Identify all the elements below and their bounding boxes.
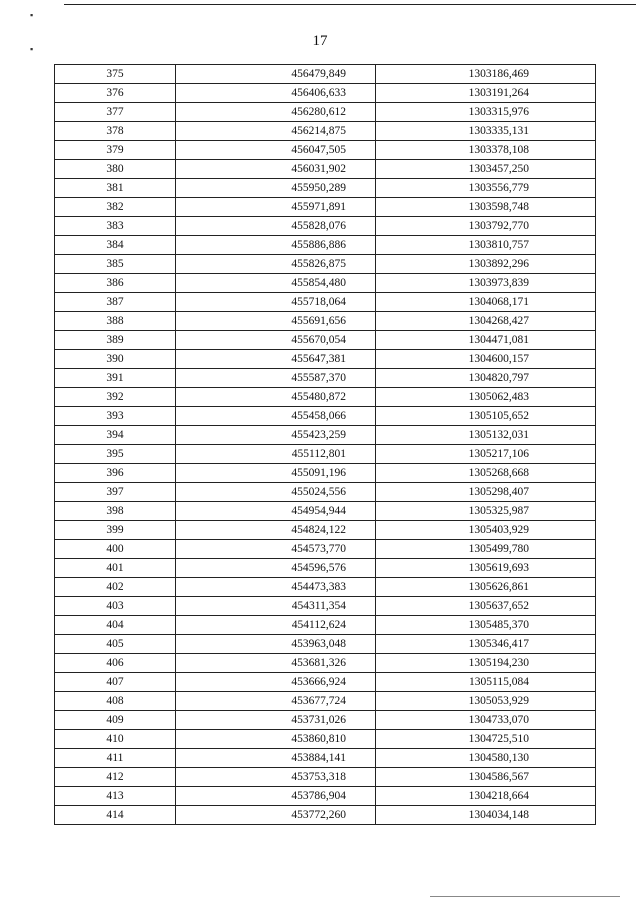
y-coordinate-cell: 1305132,031 xyxy=(376,426,596,445)
x-coordinate-cell: 455091,196 xyxy=(176,464,376,483)
coordinates-table xyxy=(54,64,596,825)
table-row xyxy=(55,806,596,825)
x-coordinate-cell: 455670,054 xyxy=(176,331,376,350)
point-number-cell: 410 xyxy=(55,730,176,749)
point-number-cell: 396 xyxy=(55,464,176,483)
y-coordinate-cell: 1303810,757 xyxy=(376,236,596,255)
point-number-cell: 399 xyxy=(55,521,176,540)
y-coordinate-cell: 1305053,929 xyxy=(376,692,596,711)
y-coordinate-cell: 1305485,370 xyxy=(376,616,596,635)
table-row xyxy=(55,179,596,198)
x-coordinate-cell: 455826,875 xyxy=(176,255,376,274)
x-coordinate-cell: 455886,886 xyxy=(176,236,376,255)
point-number-cell: 376 xyxy=(55,84,176,103)
table-row xyxy=(55,198,596,217)
y-coordinate-cell: 1303315,976 xyxy=(376,103,596,122)
point-number-cell: 408 xyxy=(55,692,176,711)
y-coordinate-cell: 1305298,407 xyxy=(376,483,596,502)
x-coordinate-cell: 455718,064 xyxy=(176,293,376,312)
table-row xyxy=(55,236,596,255)
point-number-cell: 413 xyxy=(55,787,176,806)
x-coordinate-cell: 453753,318 xyxy=(176,768,376,787)
point-number-cell: 390 xyxy=(55,350,176,369)
point-number-cell: 384 xyxy=(55,236,176,255)
table-row xyxy=(55,388,596,407)
point-number-cell: 389 xyxy=(55,331,176,350)
point-number-cell: 386 xyxy=(55,274,176,293)
point-number-cell: 402 xyxy=(55,578,176,597)
x-coordinate-cell: 454573,770 xyxy=(176,540,376,559)
y-coordinate-cell: 1305062,483 xyxy=(376,388,596,407)
y-coordinate-cell: 1305325,987 xyxy=(376,502,596,521)
table-row xyxy=(55,255,596,274)
point-number-cell: 385 xyxy=(55,255,176,274)
y-coordinate-cell: 1303191,264 xyxy=(376,84,596,103)
point-number-cell: 393 xyxy=(55,407,176,426)
point-number-cell: 407 xyxy=(55,673,176,692)
table-row xyxy=(55,160,596,179)
scan-mark: ▪ xyxy=(30,10,34,20)
point-number-cell: 380 xyxy=(55,160,176,179)
x-coordinate-cell: 453666,924 xyxy=(176,673,376,692)
x-coordinate-cell: 455458,066 xyxy=(176,407,376,426)
y-coordinate-cell: 1303792,770 xyxy=(376,217,596,236)
y-coordinate-cell: 1303556,779 xyxy=(376,179,596,198)
point-number-cell: 375 xyxy=(55,65,176,84)
table-row xyxy=(55,274,596,293)
point-number-cell: 377 xyxy=(55,103,176,122)
table-row xyxy=(55,483,596,502)
x-coordinate-cell: 453681,326 xyxy=(176,654,376,673)
x-coordinate-cell: 453772,260 xyxy=(176,806,376,825)
table-row xyxy=(55,445,596,464)
y-coordinate-cell: 1304600,157 xyxy=(376,350,596,369)
x-coordinate-cell: 455423,259 xyxy=(176,426,376,445)
y-coordinate-cell: 1305105,652 xyxy=(376,407,596,426)
y-coordinate-cell: 1305194,230 xyxy=(376,654,596,673)
y-coordinate-cell: 1304725,510 xyxy=(376,730,596,749)
table-row xyxy=(55,350,596,369)
y-coordinate-cell: 1305499,780 xyxy=(376,540,596,559)
x-coordinate-cell: 454473,383 xyxy=(176,578,376,597)
y-coordinate-cell: 1304471,081 xyxy=(376,331,596,350)
y-coordinate-cell: 1303335,131 xyxy=(376,122,596,141)
top-rule xyxy=(64,4,636,5)
x-coordinate-cell: 455950,289 xyxy=(176,179,376,198)
point-number-cell: 411 xyxy=(55,749,176,768)
y-coordinate-cell: 1305403,929 xyxy=(376,521,596,540)
table-row xyxy=(55,578,596,597)
x-coordinate-cell: 455691,656 xyxy=(176,312,376,331)
y-coordinate-cell: 1305346,417 xyxy=(376,635,596,654)
point-number-cell: 414 xyxy=(55,806,176,825)
table-row xyxy=(55,521,596,540)
table-row xyxy=(55,103,596,122)
x-coordinate-cell: 453963,048 xyxy=(176,635,376,654)
point-number-cell: 378 xyxy=(55,122,176,141)
x-coordinate-cell: 455647,381 xyxy=(176,350,376,369)
point-number-cell: 404 xyxy=(55,616,176,635)
y-coordinate-cell: 1305217,106 xyxy=(376,445,596,464)
coordinates-table-body xyxy=(55,65,596,825)
x-coordinate-cell: 455112,801 xyxy=(176,445,376,464)
point-number-cell: 383 xyxy=(55,217,176,236)
x-coordinate-cell: 454824,122 xyxy=(176,521,376,540)
x-coordinate-cell: 453786,904 xyxy=(176,787,376,806)
x-coordinate-cell: 453860,810 xyxy=(176,730,376,749)
table-row xyxy=(55,787,596,806)
x-coordinate-cell: 453677,724 xyxy=(176,692,376,711)
point-number-cell: 395 xyxy=(55,445,176,464)
table-row xyxy=(55,616,596,635)
x-coordinate-cell: 453884,141 xyxy=(176,749,376,768)
point-number-cell: 381 xyxy=(55,179,176,198)
table-row xyxy=(55,597,596,616)
table-row xyxy=(55,369,596,388)
x-coordinate-cell: 455971,891 xyxy=(176,198,376,217)
x-coordinate-cell: 456214,875 xyxy=(176,122,376,141)
y-coordinate-cell: 1304586,567 xyxy=(376,768,596,787)
point-number-cell: 382 xyxy=(55,198,176,217)
y-coordinate-cell: 1303457,250 xyxy=(376,160,596,179)
bottom-rule xyxy=(430,896,620,897)
x-coordinate-cell: 454112,624 xyxy=(176,616,376,635)
x-coordinate-cell: 456047,505 xyxy=(176,141,376,160)
y-coordinate-cell: 1303598,748 xyxy=(376,198,596,217)
table-row xyxy=(55,692,596,711)
table-row xyxy=(55,540,596,559)
table-row xyxy=(55,711,596,730)
y-coordinate-cell: 1303186,469 xyxy=(376,65,596,84)
table-row xyxy=(55,559,596,578)
table-row xyxy=(55,293,596,312)
point-number-cell: 398 xyxy=(55,502,176,521)
y-coordinate-cell: 1305626,861 xyxy=(376,578,596,597)
table-row xyxy=(55,312,596,331)
table-row xyxy=(55,730,596,749)
x-coordinate-cell: 455480,872 xyxy=(176,388,376,407)
y-coordinate-cell: 1303892,296 xyxy=(376,255,596,274)
y-coordinate-cell: 1303378,108 xyxy=(376,141,596,160)
y-coordinate-cell: 1304733,070 xyxy=(376,711,596,730)
point-number-cell: 388 xyxy=(55,312,176,331)
table-row xyxy=(55,122,596,141)
table-row xyxy=(55,65,596,84)
table-row xyxy=(55,749,596,768)
y-coordinate-cell: 1304580,130 xyxy=(376,749,596,768)
x-coordinate-cell: 456406,633 xyxy=(176,84,376,103)
table-row xyxy=(55,217,596,236)
point-number-cell: 391 xyxy=(55,369,176,388)
y-coordinate-cell: 1303973,839 xyxy=(376,274,596,293)
table-row xyxy=(55,768,596,787)
y-coordinate-cell: 1304034,148 xyxy=(376,806,596,825)
point-number-cell: 387 xyxy=(55,293,176,312)
x-coordinate-cell: 454954,944 xyxy=(176,502,376,521)
table-row xyxy=(55,502,596,521)
table-row xyxy=(55,464,596,483)
x-coordinate-cell: 456280,612 xyxy=(176,103,376,122)
table-row xyxy=(55,407,596,426)
point-number-cell: 409 xyxy=(55,711,176,730)
y-coordinate-cell: 1305637,652 xyxy=(376,597,596,616)
point-number-cell: 401 xyxy=(55,559,176,578)
point-number-cell: 403 xyxy=(55,597,176,616)
y-coordinate-cell: 1304068,171 xyxy=(376,293,596,312)
point-number-cell: 392 xyxy=(55,388,176,407)
point-number-cell: 405 xyxy=(55,635,176,654)
x-coordinate-cell: 454311,354 xyxy=(176,597,376,616)
y-coordinate-cell: 1304820,797 xyxy=(376,369,596,388)
x-coordinate-cell: 453731,026 xyxy=(176,711,376,730)
table-row xyxy=(55,331,596,350)
x-coordinate-cell: 454596,576 xyxy=(176,559,376,578)
page-number: 17 xyxy=(312,33,328,49)
table-row xyxy=(55,673,596,692)
x-coordinate-cell: 455024,556 xyxy=(176,483,376,502)
x-coordinate-cell: 455587,370 xyxy=(176,369,376,388)
y-coordinate-cell: 1305268,668 xyxy=(376,464,596,483)
table-row xyxy=(55,141,596,160)
table-row xyxy=(55,426,596,445)
x-coordinate-cell: 456031,902 xyxy=(176,160,376,179)
point-number-cell: 379 xyxy=(55,141,176,160)
y-coordinate-cell: 1305619,693 xyxy=(376,559,596,578)
point-number-cell: 412 xyxy=(55,768,176,787)
y-coordinate-cell: 1304268,427 xyxy=(376,312,596,331)
point-number-cell: 406 xyxy=(55,654,176,673)
y-coordinate-cell: 1305115,084 xyxy=(376,673,596,692)
table-row xyxy=(55,635,596,654)
scan-mark: ▪ xyxy=(30,44,34,54)
point-number-cell: 394 xyxy=(55,426,176,445)
point-number-cell: 400 xyxy=(55,540,176,559)
point-number-cell: 397 xyxy=(55,483,176,502)
x-coordinate-cell: 455854,480 xyxy=(176,274,376,293)
x-coordinate-cell: 455828,076 xyxy=(176,217,376,236)
table-row xyxy=(55,84,596,103)
table-row xyxy=(55,654,596,673)
x-coordinate-cell: 456479,849 xyxy=(176,65,376,84)
y-coordinate-cell: 1304218,664 xyxy=(376,787,596,806)
